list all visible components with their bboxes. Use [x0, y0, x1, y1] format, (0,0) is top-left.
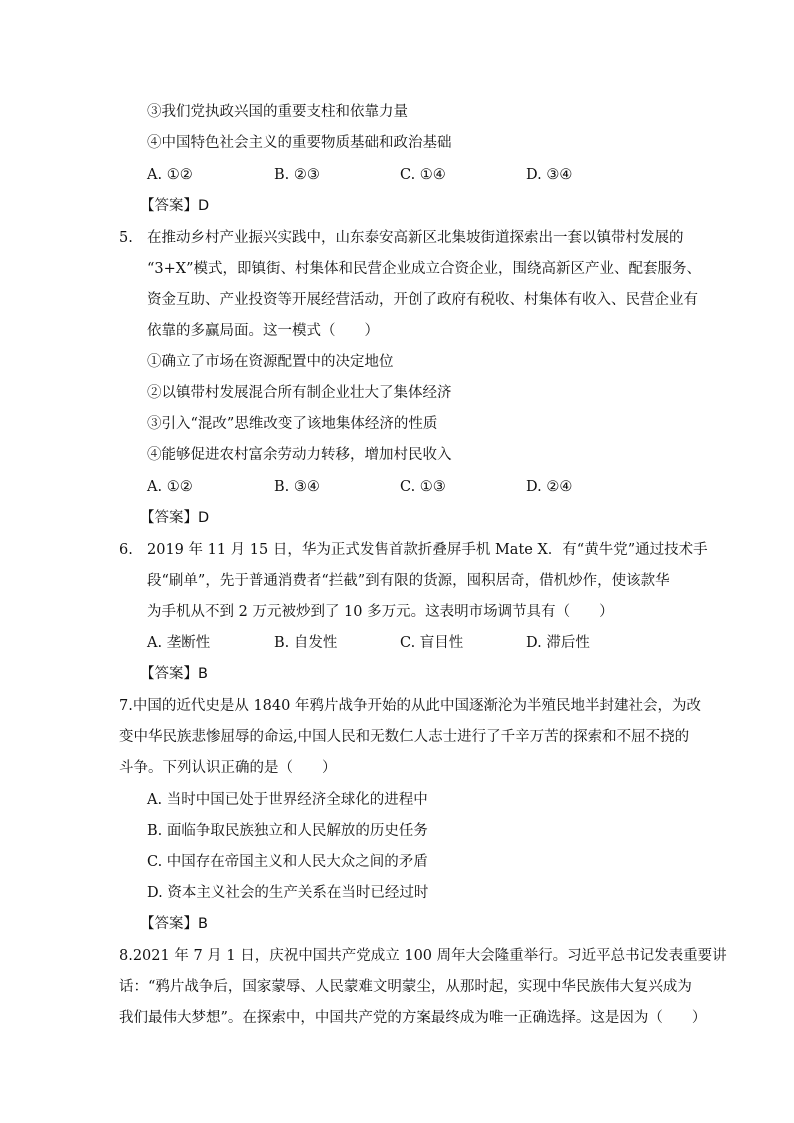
option-b: B. ③④ — [274, 479, 320, 495]
option-c: C. ①③ — [400, 479, 446, 495]
question-text-line: 变中华民族悲惨屈辱的命运,中国人民和无数仁人志士进行了千辛万苦的探索和不屈不挠的 — [119, 729, 690, 745]
answer: 【答案】B — [140, 666, 208, 682]
statement-4: ④中国特色社会主义的重要物质基础和政治基础 — [147, 135, 452, 151]
question-text-line: 段“刷单”，先于普通消费者“拦截”到有限的货源，囤积居奇，借机炒作，使该款华 — [147, 573, 670, 589]
option-d: D. 滞后性 — [526, 635, 590, 651]
question-text-line: 斗争。下列认识正确的是（ ） — [119, 760, 337, 776]
statement-2: ②以镇带村发展混合所有制企业壮大了集体经济 — [147, 385, 452, 401]
answer: 【答案】D — [140, 510, 210, 526]
option-d: D. ②④ — [526, 479, 573, 495]
question-text-line: 2019 年 11 月 15 日，华为正式发售首款折叠屏手机 Mate X．有“黄牛党”通过技术手 — [147, 542, 708, 558]
statement-4: ④能够促进农村富余劳动力转移，增加村民收入 — [147, 447, 452, 463]
question-number: 6. — [119, 542, 133, 558]
option-a: A. 垄断性 — [147, 635, 211, 651]
question-text-line: 8.2021 年 7 月 1 日，庆祝中国共产党成立 100 周年大会隆重举行。习近平总书记发表重要讲 — [119, 948, 727, 964]
answer: 【答案】B — [140, 916, 208, 932]
option-a: A. 当时中国已处于世界经济全球化的进程中 — [147, 792, 428, 808]
question-text-line: 我们最伟大梦想”。在探索中，中国共产党的方案最终成为唯一正确选择。这是因为（ ） — [119, 1010, 707, 1026]
option-c: C. 中国存在帝国主义和人民大众之间的矛盾 — [147, 854, 428, 870]
question-text-line: 7.中国的近代史是从 1840 年鸦片战争开始的从此中国逐渐沦为半殖民地半封建社会，为改 — [119, 698, 701, 714]
option-a: A. ①② — [147, 167, 193, 183]
question-text-line: “3+X”模式，即镇街、村集体和民营企业成立合资企业，围绕高新区产业、配套服务、 — [147, 261, 702, 277]
question-text-line: 在推动乡村产业振兴实践中，山东泰安高新区北集坡街道探索出一套以镇带村发展的 — [147, 230, 684, 246]
option-b: B. 自发性 — [274, 635, 338, 651]
statement-3: ③我们党执政兴国的重要支柱和依靠力量 — [147, 104, 408, 120]
statement-1: ①确立了市场在资源配置中的决定地位 — [147, 354, 394, 370]
option-d: D. ③④ — [526, 167, 573, 183]
question-number: 5. — [119, 230, 133, 246]
answer: 【答案】D — [140, 198, 210, 214]
option-c: C. ①④ — [400, 167, 446, 183]
option-a: A. ①② — [147, 479, 193, 495]
statement-3: ③引入“混改”思维改变了该地集体经济的性质 — [147, 416, 438, 432]
option-b: B. 面临争取民族独立和人民解放的历史任务 — [147, 823, 428, 839]
option-b: B. ②③ — [274, 167, 320, 183]
question-text-line: 依靠的多赢局面。这一模式（ ） — [147, 323, 379, 339]
question-text-line: 话：“鸦片战争后，国家蒙辱、人民蒙难文明蒙尘，从那时起，实现中华民族伟大复兴成为 — [119, 979, 692, 995]
question-text-line: 资金互助、产业投资等开展经营活动，开创了政府有税收、村集体有收入、民营企业有 — [147, 292, 698, 308]
question-text-line: 为手机从不到 2 万元被炒到了 10 多万元。这表明市场调节具有（ ） — [147, 604, 614, 620]
option-d: D. 资本主义社会的生产关系在当时已经过时 — [147, 885, 429, 901]
option-c: C. 盲目性 — [400, 635, 464, 651]
